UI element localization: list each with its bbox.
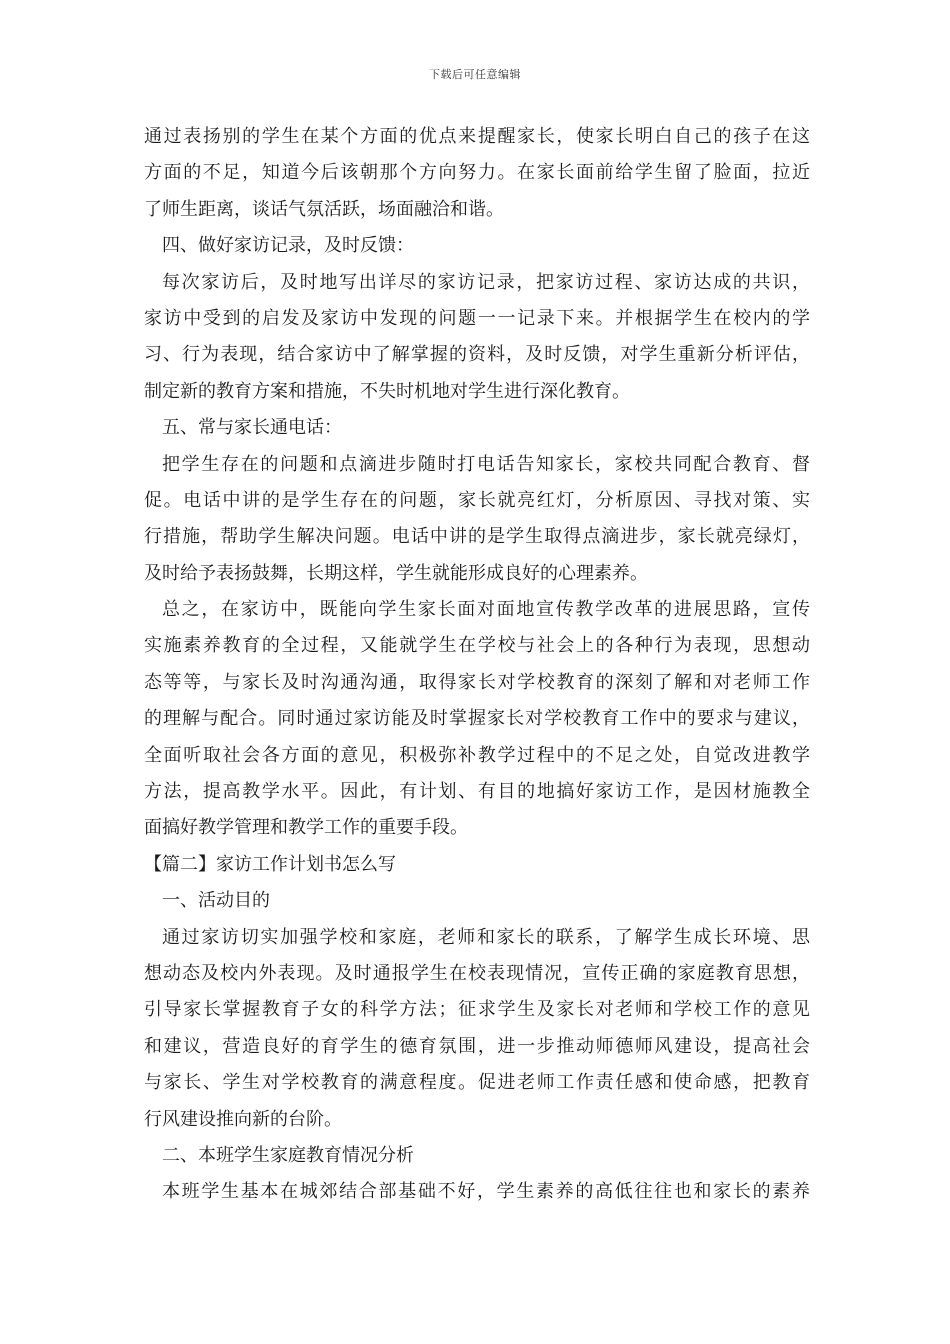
text-line: 每次家访后，及时地写出详尽的家访记录，把家访过程、家访达成的共识， [162, 271, 810, 293]
page-header-note: 下载后可任意编辑 [429, 68, 521, 81]
text-line: 促。电话中讲的是学生存在的问题，家长就亮红灯，分析原因、寻找对策、实 [144, 489, 810, 511]
text-line: 和建议，营造良好的育学生的德育氛围，进一步推动师德师风建设，提高社会 [144, 1035, 810, 1057]
text-line: 二、本班学生家庭教育情况分析 [162, 1144, 414, 1166]
text-line: 的理解与配合。同时通过家访能及时掌握家长对学校教育工作中的要求与建议， [144, 708, 810, 730]
text-line: 及时给予表扬鼓舞，长期这样，学生就能形成良好的心理素养。 [144, 562, 648, 584]
text-line: 总之，在家访中，既能向学生家长面对面地宣传教学改革的进展思路，宣传 [162, 599, 810, 621]
text-line: 一、活动目的 [162, 890, 270, 912]
text-line: 四、做好家访记录，及时反馈： [162, 235, 414, 257]
document-body [144, 119, 810, 1211]
text-line: 方法，提高教学水平。因此，有计划、有目的地搞好家访工作，是因材施教全 [144, 781, 810, 803]
text-line: 实施素养教育的全过程，又能就学生在学校与社会上的各种行为表现，思想动 [144, 635, 810, 657]
text-line: 了师生距离，谈话气氛活跃，场面融洽和谐。 [144, 198, 504, 220]
text-line: 本班学生基本在城郊结合部基础不好，学生素养的高低往往也和家长的素养 [162, 1181, 810, 1203]
text-line: 五、常与家长通电话： [162, 417, 342, 439]
text-line: 全面听取社会各方面的意见，积极弥补教学过程中的不足之处，自觉改进教学 [144, 744, 810, 766]
text-line: 通过家访切实加强学校和家庭，老师和家长的联系，了解学生成长环境、思 [162, 926, 810, 948]
text-line: 把学生存在的问题和点滴进步随时打电话告知家长，家校共同配合教育、督 [162, 453, 810, 475]
text-line: 想动态及校内外表现。及时通报学生在校表现情况，宣传正确的家庭教育思想， [144, 962, 810, 984]
text-line: 与家长、学生对学校教育的满意程度。促进老师工作责任感和使命感，把教育 [144, 1072, 810, 1094]
text-line: 引导家长掌握教育子女的科学方法；征求学生及家长对老师和学校工作的意见 [144, 999, 810, 1021]
text-line: 家访中受到的启发及家访中发现的问题一一记录下来。并根据学生在校内的学 [144, 307, 810, 329]
text-line: 通过表扬别的学生在某个方面的优点来提醒家长，使家长明白自己的孩子在这 [144, 126, 810, 147]
text-line: 【篇二】家访工作计划书怎么写 [144, 853, 396, 875]
text-line: 方面的不足，知道今后该朝那个方向努力。在家长面前给学生留了脸面，拉近 [144, 162, 810, 184]
text-line: 行风建设推向新的台阶。 [144, 1108, 342, 1130]
text-line: 面搞好教学管理和教学工作的重要手段。 [144, 817, 468, 839]
text-line: 态等等，与家长及时沟通沟通，取得家长对学校教育的深刻了解和对老师工作 [144, 671, 810, 693]
text-line: 习、行为表现，结合家访中了解掌握的资料，及时反馈，对学生重新分析评估， [144, 344, 810, 366]
text-line: 行措施，帮助学生解决问题。电话中讲的是学生取得点滴进步，家长就亮绿灯， [144, 526, 810, 548]
text-line: 制定新的教育方案和措施，不失时机地对学生进行深化教育。 [144, 380, 630, 402]
